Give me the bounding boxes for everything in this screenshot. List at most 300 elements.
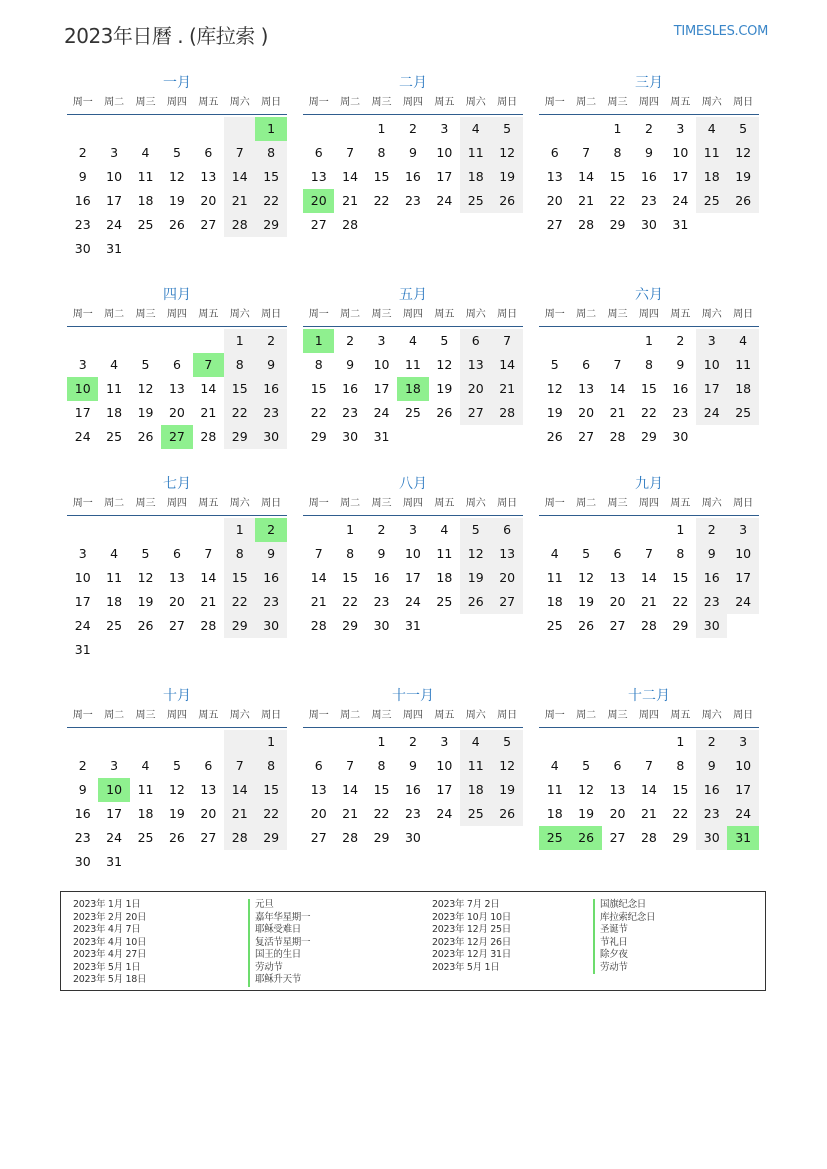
day-cell[interactable]: 18 [460,165,491,189]
day-cell[interactable]: 9 [255,542,286,566]
day-cell[interactable]: 31 [106,241,123,256]
day-cell[interactable]: 12 [491,754,522,778]
day-cell[interactable]: 13 [460,353,491,377]
day-cell[interactable]: 20 [609,594,626,609]
day-cell[interactable]: 28 [491,401,522,425]
holiday-day-cell[interactable]: 27 [161,425,192,449]
day-cell[interactable]: 22 [310,405,327,420]
day-cell[interactable]: 16 [404,782,421,797]
day-cell[interactable]: 2 [696,518,727,542]
day-cell[interactable]: 11 [460,754,491,778]
day-cell[interactable]: 10 [696,353,727,377]
day-cell[interactable]: 22 [373,806,390,821]
day-cell[interactable]: 6 [314,145,323,160]
day-cell[interactable]: 6 [582,357,591,372]
holiday-day-cell[interactable]: 18 [397,377,428,401]
day-cell[interactable]: 30 [74,241,91,256]
day-cell[interactable]: 6 [550,145,559,160]
day-cell[interactable]: 27 [168,618,185,633]
day-cell[interactable]: 23 [404,806,421,821]
day-cell[interactable]: 7 [613,357,622,372]
day-cell[interactable]: 11 [696,141,727,165]
day-cell[interactable]: 10 [404,546,421,561]
day-cell[interactable]: 4 [110,546,119,561]
day-cell[interactable]: 18 [436,570,453,585]
day-cell[interactable]: 16 [696,566,727,590]
day-cell[interactable]: 14 [578,169,595,184]
day-cell[interactable]: 15 [224,566,255,590]
day-cell[interactable]: 24 [672,193,689,208]
day-cell[interactable]: 25 [460,189,491,213]
day-cell[interactable]: 11 [727,353,758,377]
day-cell[interactable]: 25 [696,189,727,213]
day-cell[interactable]: 27 [310,830,327,845]
day-cell[interactable]: 21 [640,594,657,609]
day-cell[interactable]: 8 [613,145,622,160]
day-cell[interactable]: 4 [460,730,491,754]
day-cell[interactable]: 20 [546,193,563,208]
day-cell[interactable]: 3 [110,758,119,773]
day-cell[interactable]: 10 [373,357,390,372]
day-cell[interactable]: 22 [224,401,255,425]
day-cell[interactable]: 9 [255,353,286,377]
day-cell[interactable]: 28 [224,213,255,237]
day-cell[interactable]: 15 [609,169,626,184]
day-cell[interactable]: 28 [640,618,657,633]
day-cell[interactable]: 8 [346,546,355,561]
day-cell[interactable]: 6 [613,758,622,773]
day-cell[interactable]: 7 [224,754,255,778]
day-cell[interactable]: 7 [644,758,653,773]
day-cell[interactable]: 23 [672,405,689,420]
day-cell[interactable]: 30 [672,429,689,444]
day-cell[interactable]: 11 [137,169,154,184]
day-cell[interactable]: 18 [106,594,123,609]
day-cell[interactable]: 30 [255,425,286,449]
day-cell[interactable]: 22 [373,193,390,208]
day-cell[interactable]: 26 [168,830,185,845]
day-cell[interactable]: 4 [696,117,727,141]
day-cell[interactable]: 4 [727,329,758,353]
day-cell[interactable]: 3 [696,329,727,353]
day-cell[interactable]: 23 [373,594,390,609]
day-cell[interactable]: 8 [644,357,653,372]
day-cell[interactable]: 22 [609,193,626,208]
day-cell[interactable]: 15 [373,782,390,797]
day-cell[interactable]: 17 [727,566,758,590]
day-cell[interactable]: 3 [676,121,685,136]
day-cell[interactable]: 31 [74,642,91,657]
day-cell[interactable]: 10 [436,758,453,773]
day-cell[interactable]: 3 [78,357,87,372]
day-cell[interactable]: 15 [672,570,689,585]
day-cell[interactable]: 5 [141,357,150,372]
day-cell[interactable]: 8 [224,542,255,566]
day-cell[interactable]: 20 [200,806,217,821]
day-cell[interactable]: 21 [578,193,595,208]
day-cell[interactable]: 8 [676,758,685,773]
day-cell[interactable]: 8 [377,145,386,160]
day-cell[interactable]: 8 [377,758,386,773]
holiday-day-cell[interactable]: 10 [98,778,129,802]
day-cell[interactable]: 30 [696,614,727,638]
day-cell[interactable]: 14 [491,353,522,377]
day-cell[interactable]: 22 [672,594,689,609]
day-cell[interactable]: 12 [137,381,154,396]
day-cell[interactable]: 29 [672,618,689,633]
day-cell[interactable]: 6 [204,145,213,160]
day-cell[interactable]: 13 [546,169,563,184]
day-cell[interactable]: 30 [342,429,359,444]
day-cell[interactable]: 1 [644,333,653,348]
day-cell[interactable]: 4 [460,117,491,141]
day-cell[interactable]: 4 [110,357,119,372]
day-cell[interactable]: 31 [672,217,689,232]
day-cell[interactable]: 15 [255,165,286,189]
day-cell[interactable]: 7 [224,141,255,165]
day-cell[interactable]: 13 [310,782,327,797]
day-cell[interactable]: 1 [676,522,685,537]
day-cell[interactable]: 31 [106,854,123,869]
day-cell[interactable]: 27 [460,401,491,425]
day-cell[interactable]: 19 [491,778,522,802]
day-cell[interactable]: 12 [436,357,453,372]
day-cell[interactable]: 2 [676,333,685,348]
day-cell[interactable]: 1 [224,518,255,542]
day-cell[interactable]: 26 [168,217,185,232]
day-cell[interactable]: 27 [200,830,217,845]
day-cell[interactable]: 21 [491,377,522,401]
day-cell[interactable]: 20 [168,594,185,609]
day-cell[interactable]: 24 [373,405,390,420]
day-cell[interactable]: 21 [342,193,359,208]
day-cell[interactable]: 14 [310,570,327,585]
day-cell[interactable]: 2 [78,145,87,160]
day-cell[interactable]: 16 [255,566,286,590]
day-cell[interactable]: 6 [314,758,323,773]
day-cell[interactable]: 27 [310,217,327,232]
day-cell[interactable]: 29 [672,830,689,845]
day-cell[interactable]: 9 [78,169,87,184]
day-cell[interactable]: 13 [200,169,217,184]
day-cell[interactable]: 26 [491,802,522,826]
day-cell[interactable]: 24 [696,401,727,425]
holiday-day-cell[interactable]: 7 [193,353,224,377]
day-cell[interactable]: 20 [460,377,491,401]
day-cell[interactable]: 19 [578,594,595,609]
day-cell[interactable]: 2 [255,329,286,353]
day-cell[interactable]: 8 [676,546,685,561]
day-cell[interactable]: 1 [224,329,255,353]
day-cell[interactable]: 29 [310,429,327,444]
day-cell[interactable]: 28 [342,217,359,232]
day-cell[interactable]: 5 [491,730,522,754]
day-cell[interactable]: 26 [578,618,595,633]
day-cell[interactable]: 25 [106,429,123,444]
day-cell[interactable]: 16 [672,381,689,396]
holiday-day-cell[interactable]: 25 [539,826,570,850]
day-cell[interactable]: 2 [408,734,417,749]
day-cell[interactable]: 25 [727,401,758,425]
day-cell[interactable]: 30 [74,854,91,869]
day-cell[interactable]: 17 [74,594,91,609]
day-cell[interactable]: 14 [640,570,657,585]
day-cell[interactable]: 13 [609,570,626,585]
day-cell[interactable]: 2 [408,121,417,136]
day-cell[interactable]: 10 [74,570,91,585]
day-cell[interactable]: 7 [346,758,355,773]
day-cell[interactable]: 5 [172,145,181,160]
day-cell[interactable]: 21 [609,405,626,420]
holiday-day-cell[interactable]: 1 [255,117,286,141]
day-cell[interactable]: 11 [137,782,154,797]
holiday-day-cell[interactable]: 26 [570,826,601,850]
day-cell[interactable]: 3 [440,734,449,749]
day-cell[interactable]: 22 [640,405,657,420]
day-cell[interactable]: 6 [460,329,491,353]
day-cell[interactable]: 18 [727,377,758,401]
day-cell[interactable]: 17 [696,377,727,401]
day-cell[interactable]: 14 [200,570,217,585]
day-cell[interactable]: 19 [168,806,185,821]
day-cell[interactable]: 27 [491,590,522,614]
day-cell[interactable]: 27 [609,830,626,845]
day-cell[interactable]: 30 [255,614,286,638]
day-cell[interactable]: 16 [696,778,727,802]
day-cell[interactable]: 1 [676,734,685,749]
day-cell[interactable]: 17 [672,169,689,184]
day-cell[interactable]: 9 [346,357,355,372]
day-cell[interactable]: 26 [727,189,758,213]
day-cell[interactable]: 3 [377,333,386,348]
day-cell[interactable]: 15 [373,169,390,184]
holiday-day-cell[interactable]: 10 [67,377,98,401]
day-cell[interactable]: 4 [440,522,449,537]
day-cell[interactable]: 9 [78,782,87,797]
day-cell[interactable]: 27 [546,217,563,232]
day-cell[interactable]: 13 [200,782,217,797]
day-cell[interactable]: 18 [137,806,154,821]
day-cell[interactable]: 1 [377,734,386,749]
day-cell[interactable]: 24 [404,594,421,609]
day-cell[interactable]: 14 [342,782,359,797]
day-cell[interactable]: 23 [74,217,91,232]
day-cell[interactable]: 11 [546,782,563,797]
day-cell[interactable]: 26 [491,189,522,213]
day-cell[interactable]: 13 [609,782,626,797]
day-cell[interactable]: 17 [373,381,390,396]
day-cell[interactable]: 24 [436,806,453,821]
day-cell[interactable]: 17 [404,570,421,585]
day-cell[interactable]: 24 [727,802,758,826]
day-cell[interactable]: 16 [640,169,657,184]
day-cell[interactable]: 23 [255,590,286,614]
day-cell[interactable]: 4 [550,758,559,773]
day-cell[interactable]: 21 [200,594,217,609]
day-cell[interactable]: 7 [644,546,653,561]
day-cell[interactable]: 23 [404,193,421,208]
day-cell[interactable]: 25 [137,830,154,845]
day-cell[interactable]: 21 [640,806,657,821]
day-cell[interactable]: 17 [727,778,758,802]
day-cell[interactable]: 24 [436,193,453,208]
day-cell[interactable]: 15 [342,570,359,585]
day-cell[interactable]: 5 [172,758,181,773]
day-cell[interactable]: 16 [74,806,91,821]
day-cell[interactable]: 21 [310,594,327,609]
day-cell[interactable]: 12 [546,381,563,396]
day-cell[interactable]: 18 [546,594,563,609]
day-cell[interactable]: 28 [578,217,595,232]
day-cell[interactable]: 19 [578,806,595,821]
day-cell[interactable]: 5 [727,117,758,141]
day-cell[interactable]: 28 [200,429,217,444]
day-cell[interactable]: 18 [137,193,154,208]
day-cell[interactable]: 1 [255,730,286,754]
day-cell[interactable]: 12 [578,570,595,585]
day-cell[interactable]: 7 [314,546,323,561]
day-cell[interactable]: 27 [578,429,595,444]
day-cell[interactable]: 11 [404,357,421,372]
day-cell[interactable]: 28 [200,618,217,633]
day-cell[interactable]: 17 [74,405,91,420]
day-cell[interactable]: 17 [436,782,453,797]
day-cell[interactable]: 5 [141,546,150,561]
day-cell[interactable]: 20 [578,405,595,420]
day-cell[interactable]: 26 [436,405,453,420]
day-cell[interactable]: 24 [74,618,91,633]
day-cell[interactable]: 29 [609,217,626,232]
day-cell[interactable]: 19 [436,381,453,396]
day-cell[interactable]: 11 [460,141,491,165]
day-cell[interactable]: 18 [696,165,727,189]
day-cell[interactable]: 6 [613,546,622,561]
day-cell[interactable]: 26 [137,618,154,633]
day-cell[interactable]: 27 [200,217,217,232]
day-cell[interactable]: 13 [578,381,595,396]
day-cell[interactable]: 17 [436,169,453,184]
day-cell[interactable]: 1 [613,121,622,136]
day-cell[interactable]: 30 [404,830,421,845]
day-cell[interactable]: 13 [168,381,185,396]
day-cell[interactable]: 4 [141,145,150,160]
day-cell[interactable]: 25 [106,618,123,633]
day-cell[interactable]: 2 [346,333,355,348]
day-cell[interactable]: 18 [106,405,123,420]
day-cell[interactable]: 10 [106,169,123,184]
day-cell[interactable]: 23 [696,590,727,614]
day-cell[interactable]: 20 [168,405,185,420]
day-cell[interactable]: 29 [224,425,255,449]
day-cell[interactable]: 15 [310,381,327,396]
day-cell[interactable]: 24 [106,217,123,232]
day-cell[interactable]: 11 [436,546,453,561]
day-cell[interactable]: 27 [609,618,626,633]
day-cell[interactable]: 21 [224,802,255,826]
day-cell[interactable]: 17 [106,193,123,208]
day-cell[interactable]: 12 [168,169,185,184]
day-cell[interactable]: 20 [491,566,522,590]
day-cell[interactable]: 12 [460,542,491,566]
day-cell[interactable]: 4 [408,333,417,348]
day-cell[interactable]: 9 [644,145,653,160]
day-cell[interactable]: 5 [550,357,559,372]
day-cell[interactable]: 6 [172,357,181,372]
day-cell[interactable]: 28 [342,830,359,845]
day-cell[interactable]: 20 [609,806,626,821]
day-cell[interactable]: 29 [640,429,657,444]
day-cell[interactable]: 22 [342,594,359,609]
day-cell[interactable]: 19 [546,405,563,420]
day-cell[interactable]: 3 [408,522,417,537]
day-cell[interactable]: 25 [546,618,563,633]
day-cell[interactable]: 28 [310,618,327,633]
day-cell[interactable]: 10 [727,542,758,566]
day-cell[interactable]: 30 [696,826,727,850]
day-cell[interactable]: 11 [106,570,123,585]
day-cell[interactable]: 13 [491,542,522,566]
day-cell[interactable]: 9 [676,357,685,372]
day-cell[interactable]: 15 [224,377,255,401]
day-cell[interactable]: 29 [342,618,359,633]
day-cell[interactable]: 18 [546,806,563,821]
day-cell[interactable]: 25 [137,217,154,232]
day-cell[interactable]: 18 [460,778,491,802]
day-cell[interactable]: 6 [204,758,213,773]
day-cell[interactable]: 3 [440,121,449,136]
day-cell[interactable]: 4 [550,546,559,561]
day-cell[interactable]: 29 [255,213,286,237]
day-cell[interactable]: 13 [310,169,327,184]
day-cell[interactable]: 31 [373,429,390,444]
day-cell[interactable]: 3 [78,546,87,561]
day-cell[interactable]: 12 [168,782,185,797]
day-cell[interactable]: 23 [74,830,91,845]
day-cell[interactable]: 17 [106,806,123,821]
day-cell[interactable]: 31 [404,618,421,633]
day-cell[interactable]: 10 [436,145,453,160]
day-cell[interactable]: 19 [491,165,522,189]
day-cell[interactable]: 11 [106,381,123,396]
day-cell[interactable]: 9 [377,546,386,561]
site-logo-text[interactable]: TIMESLES.COM [673,24,768,39]
day-cell[interactable]: 12 [578,782,595,797]
day-cell[interactable]: 16 [74,193,91,208]
day-cell[interactable]: 26 [546,429,563,444]
day-cell[interactable]: 23 [255,401,286,425]
day-cell[interactable]: 12 [491,141,522,165]
holiday-day-cell[interactable]: 20 [303,189,334,213]
day-cell[interactable]: 2 [78,758,87,773]
day-cell[interactable]: 6 [172,546,181,561]
day-cell[interactable]: 16 [373,570,390,585]
day-cell[interactable]: 10 [727,754,758,778]
day-cell[interactable]: 30 [373,618,390,633]
day-cell[interactable]: 19 [727,165,758,189]
day-cell[interactable]: 14 [224,165,255,189]
day-cell[interactable]: 22 [255,189,286,213]
day-cell[interactable]: 5 [440,333,449,348]
day-cell[interactable]: 3 [110,145,119,160]
day-cell[interactable]: 1 [377,121,386,136]
day-cell[interactable]: 9 [696,754,727,778]
day-cell[interactable]: 14 [640,782,657,797]
day-cell[interactable]: 26 [137,429,154,444]
day-cell[interactable]: 25 [460,802,491,826]
day-cell[interactable]: 26 [460,590,491,614]
day-cell[interactable]: 22 [224,590,255,614]
holiday-day-cell[interactable]: 2 [255,518,286,542]
